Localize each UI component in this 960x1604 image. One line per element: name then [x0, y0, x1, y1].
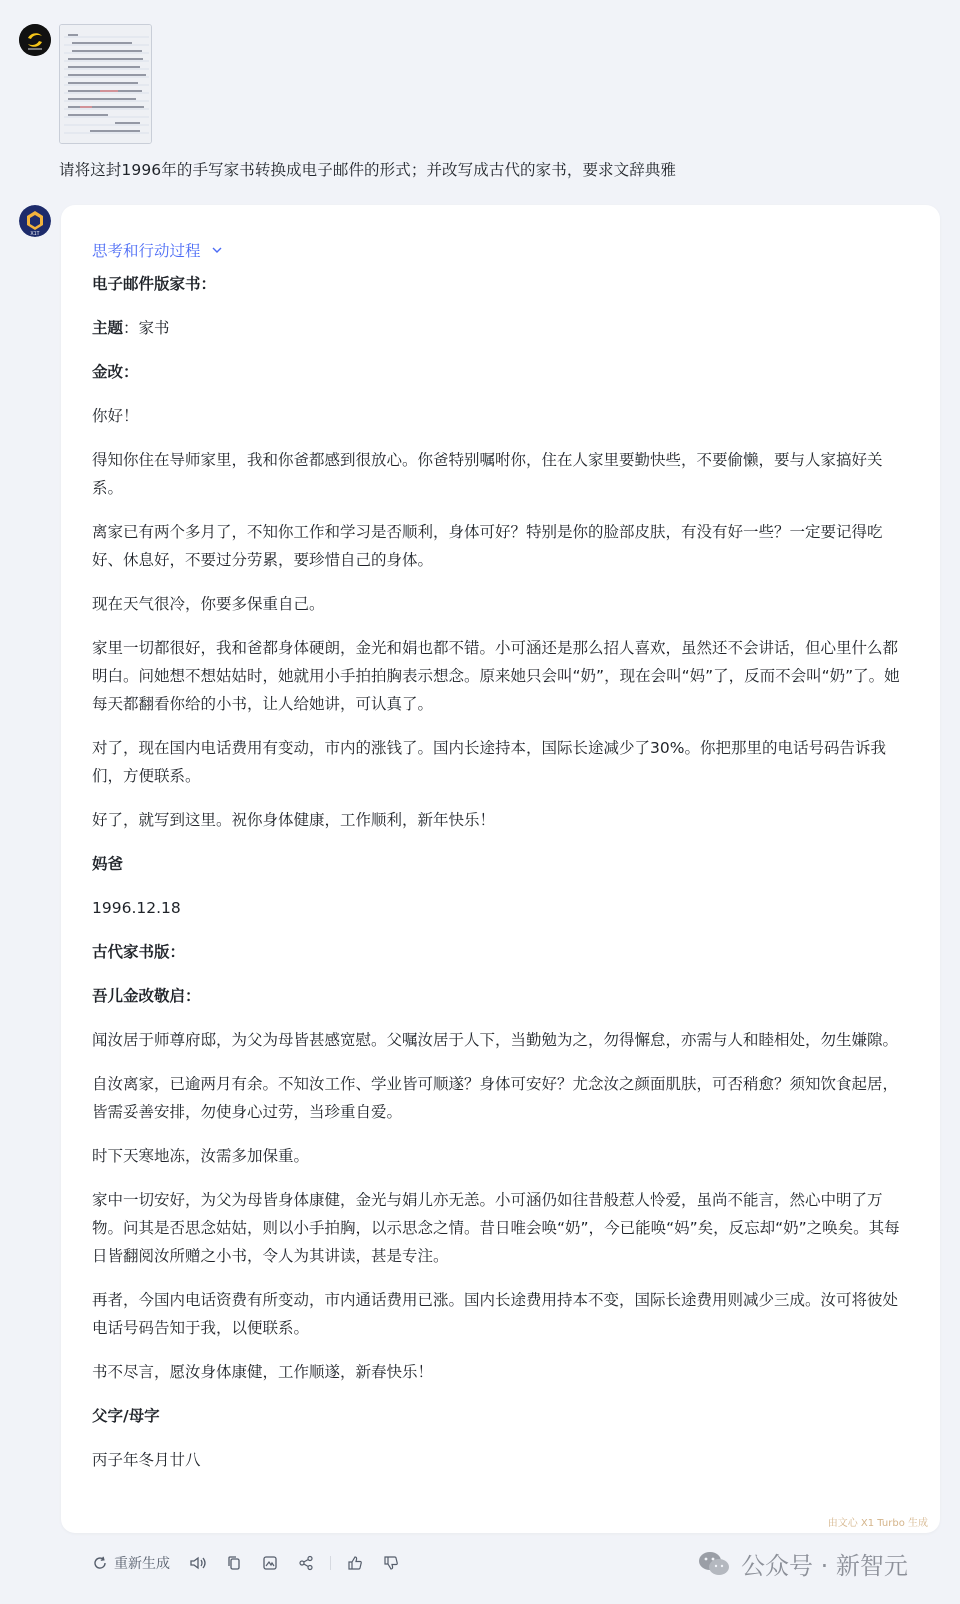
assistant-response-card	[61, 205, 940, 1533]
email-greeting: 你好！	[92, 407, 139, 425]
thumbs-down-icon[interactable]	[381, 1553, 401, 1573]
speaker-icon[interactable]	[188, 1553, 208, 1573]
svg-text:X1T: X1T	[30, 231, 40, 237]
image-icon[interactable]	[260, 1553, 280, 1573]
email-paragraph: 家里一切都很好，我和爸都身体硬朗，金光和娟也都不错。小可涵还是那么招人喜欢，虽然还不会讲话，但心里什么都明白。问她想不想姑姑时，她就用小手拍拍胸表示想念。原来她只会叫“奶”，现在会叫“妈”了，反而不会叫“奶”了。她每天都翻看你给的小书，让人给她讲，可认真了。	[92, 639, 900, 713]
subject-value: ：家书	[123, 319, 170, 337]
share-icon[interactable]	[296, 1553, 316, 1573]
email-date: 1996.12.18	[92, 899, 181, 917]
wechat-icon	[697, 1549, 731, 1579]
ancient-paragraph: 家中一切安好，为父为母皆身体康健，金光与娟儿亦无恙。小可涵仍如往昔般惹人怜爱，虽尚不能言，然心中明了万物。问其是否思念姑姑，则以小手拍胸，以示思念之情。昔日唯会唤“奶”，今已能唤“妈”矣，反忘却“奶”之唤矣。其每日皆翻阅汝所赠之小书，令人为其讲读，甚是专注。	[92, 1191, 900, 1265]
thinking-label: 思考和行动过程	[92, 242, 201, 260]
user-avatar	[19, 24, 51, 56]
ancient-date: 丙子年冬月廿八	[92, 1451, 201, 1469]
refresh-icon	[90, 1553, 110, 1573]
email-recipient: 金改：	[92, 363, 139, 381]
ancient-paragraph: 书不尽言，愿汝身体康健，工作顺遂，新春快乐！	[92, 1363, 434, 1381]
email-heading: 电子邮件版家书：	[92, 275, 217, 293]
wechat-watermark	[697, 1546, 908, 1581]
ancient-signature: 父字/母字	[92, 1407, 160, 1425]
chevron-down-icon	[207, 240, 227, 260]
ancient-paragraph: 闻汝居于师尊府邸，为父为母皆甚感宽慰。父嘱汝居于人下，当勤勉为之，勿得懈怠，亦需与人和睦相处，勿生嫌隙。	[92, 1031, 899, 1049]
copy-icon[interactable]	[224, 1553, 244, 1573]
email-paragraph: 好了，就写到这里。祝你身体健康，工作顺利，新年快乐！	[92, 811, 496, 829]
regenerate-button[interactable]	[90, 1553, 170, 1573]
watermark-text: 公众号 · 新智元	[741, 1552, 908, 1580]
response-toolbar	[90, 1551, 401, 1575]
ancient-paragraph: 再者，今国内电话资费有所变动，市内通话费用已涨。国内长途费用持本不变，国际长途费用则减少三成。汝可将彼处电话号码告知于我，以便联系。	[92, 1291, 899, 1337]
email-paragraph: 对了，现在国内电话费用有变动，市内的涨钱了。国内长途持本，国际长途减少了30%。你把那里的电话号码告诉我们，方便联系。	[92, 739, 886, 785]
thinking-process-toggle[interactable]	[92, 239, 227, 261]
email-paragraph: 得知你住在导师家里，我和你爸都感到很放心。你爸特别嘱咐你，住在人家里要勤快些，不要偷懒，要与人家搞好关系。	[92, 451, 883, 497]
user-message: 请将这封1996年的手写家书转换成电子邮件的形式；并改写成古代的家书，要求文辞典雅	[59, 161, 677, 179]
email-signature: 妈爸	[92, 855, 124, 873]
generated-by-label: 由文心 X1 Turbo 生成	[827, 1518, 928, 1529]
toolbar-divider	[330, 1556, 331, 1570]
regenerate-label: 重新生成	[114, 1556, 170, 1572]
letter-image-thumbnail[interactable]	[59, 24, 152, 144]
ancient-salutation: 吾儿金改敬启：	[92, 987, 201, 1005]
response-content	[92, 270, 912, 1490]
thumbs-up-icon[interactable]	[345, 1553, 365, 1573]
ancient-heading: 古代家书版：	[92, 943, 186, 961]
email-paragraph: 离家已有两个多月了，不知你工作和学习是否顺利，身体可好？特别是你的脸部皮肤，有没有好一些？一定要记得吃好、休息好，不要过分劳累，要珍惜自己的身体。	[92, 523, 883, 569]
ancient-paragraph: 自汝离家，已逾两月有余。不知汝工作、学业皆可顺遂？身体可安好？尤念汝之颜面肌肤，可否稍愈？须知饮食起居，皆需妥善安排，勿使身心过劳，当珍重自爱。	[92, 1075, 899, 1121]
ancient-paragraph: 时下天寒地冻，汝需多加保重。	[92, 1147, 310, 1165]
email-paragraph: 现在天气很冷，你要多保重自己。	[92, 595, 325, 613]
email-subject	[92, 314, 912, 342]
subject-label: 主题	[92, 319, 124, 337]
assistant-avatar	[19, 205, 51, 237]
